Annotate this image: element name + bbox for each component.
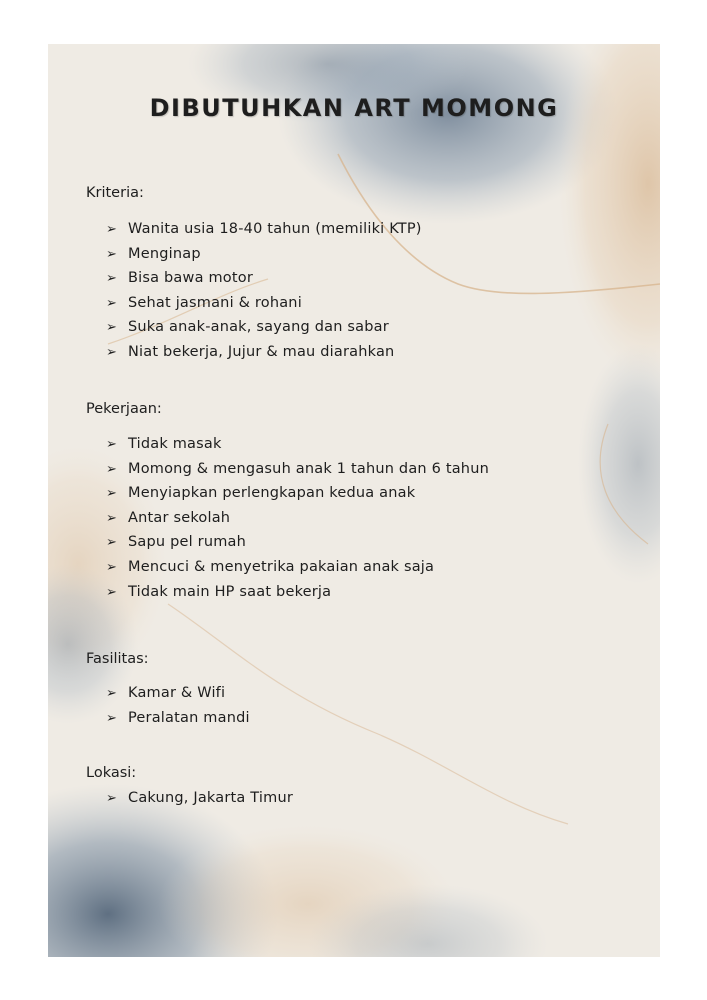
arrow-bullet-icon: ➢ (106, 710, 117, 726)
section-heading-kriteria: Kriteria: (86, 185, 144, 201)
section-heading-fasilitas: Fasilitas: (86, 651, 149, 667)
list-item: ➢ Sehat jasmani & rohani (106, 290, 422, 315)
list-item: ➢ Cakung, Jakarta Timur (106, 785, 293, 810)
list-item: ➢ Sapu pel rumah (106, 529, 489, 554)
list-item: ➢ Wanita usia 18-40 tahun (memiliki KTP) (106, 216, 422, 241)
list-item: ➢ Tidak main HP saat bekerja (106, 579, 489, 604)
list-item: ➢ Peralatan mandi (106, 705, 250, 730)
arrow-bullet-icon: ➢ (106, 510, 117, 526)
list-item: ➢ Kamar & Wifi (106, 680, 250, 705)
arrow-bullet-icon: ➢ (106, 271, 117, 287)
arrow-bullet-icon: ➢ (106, 584, 117, 600)
arrow-bullet-icon: ➢ (106, 320, 117, 336)
arrow-bullet-icon: ➢ (106, 686, 117, 701)
arrow-bullet-icon: ➢ (106, 344, 117, 360)
arrow-bullet-icon: ➢ (106, 222, 117, 237)
poster-title: DIBUTUHKAN ART MOMONG (149, 94, 559, 122)
list-item: ➢ Menginap (106, 241, 422, 266)
arrow-bullet-icon: ➢ (106, 486, 117, 502)
job-poster (48, 44, 660, 957)
section-heading-lokasi: Lokasi: (86, 765, 137, 781)
list-item: ➢ Antar sekolah (106, 505, 489, 530)
arrow-bullet-icon: ➢ (106, 437, 117, 452)
section-heading-pekerjaan: Pekerjaan: (86, 401, 162, 417)
arrow-bullet-icon: ➢ (106, 461, 117, 477)
list-item: ➢ Momong & mengasuh anak 1 tahun dan 6 tahun (106, 456, 489, 481)
list-item: ➢ Bisa bawa motor (106, 265, 422, 290)
list-item: ➢ Tidak masak (106, 431, 489, 456)
lokasi-list (106, 785, 293, 810)
arrow-bullet-icon: ➢ (106, 791, 117, 806)
arrow-bullet-icon: ➢ (106, 559, 117, 575)
fasilitas-list (106, 680, 250, 729)
arrow-bullet-icon: ➢ (106, 295, 117, 311)
list-item: ➢ Mencuci & menyetrika pakaian anak saja (106, 554, 489, 579)
list-item: ➢ Suka anak-anak, sayang dan sabar (106, 314, 422, 339)
list-item: ➢ Niat bekerja, Jujur & mau diarahkan (106, 339, 422, 364)
kriteria-list (106, 216, 422, 364)
list-item: ➢ Menyiapkan perlengkapan kedua anak (106, 480, 489, 505)
arrow-bullet-icon: ➢ (106, 535, 117, 551)
arrow-bullet-icon: ➢ (106, 246, 117, 262)
pekerjaan-list (106, 431, 489, 603)
